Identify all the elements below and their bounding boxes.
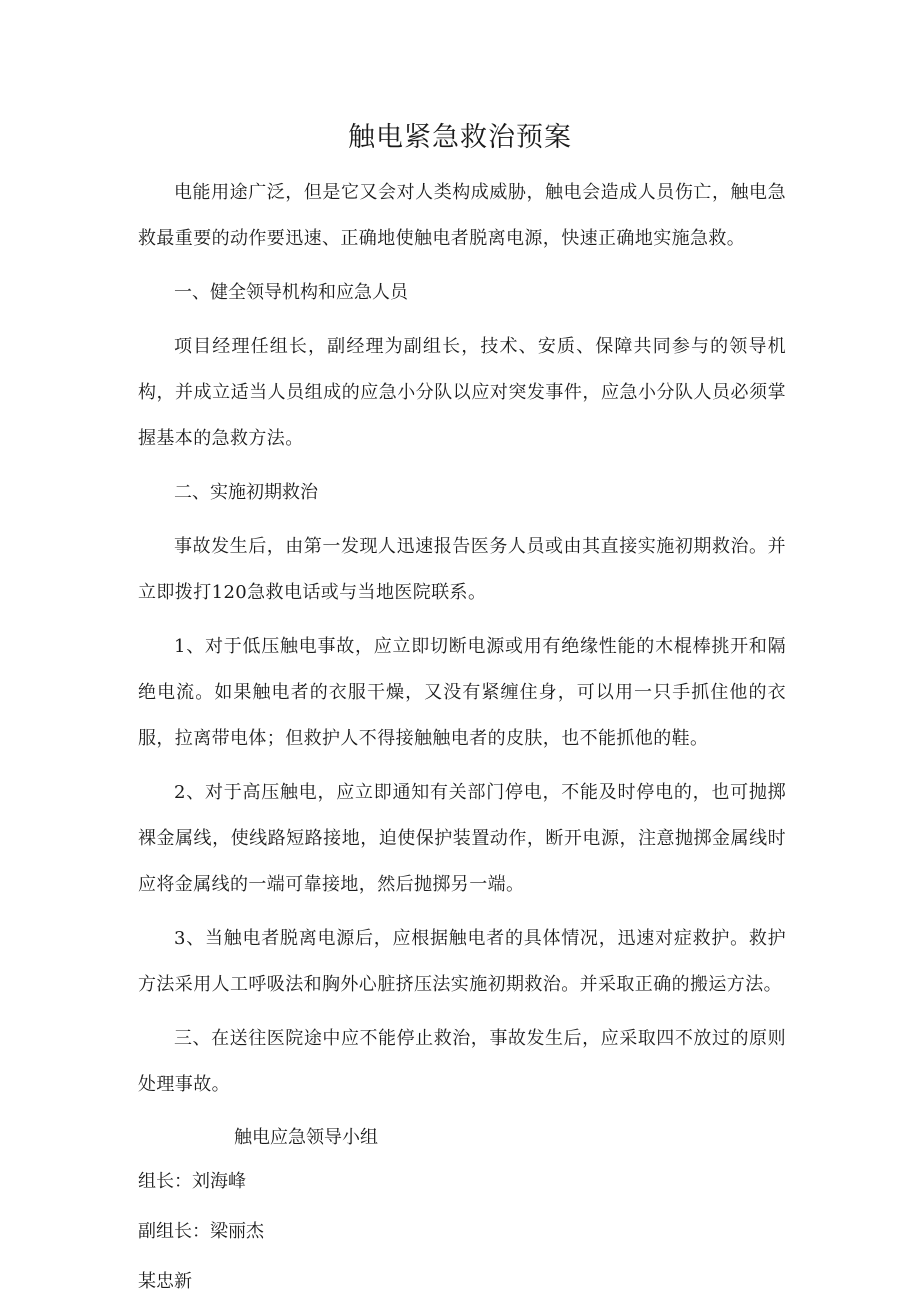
section2-item-2: 2、对于高压触电，应立即通知有关部门停电，不能及时停电的，也可抛掷裸金属线，使线路短路接地，迫使保护装置动作，断开电源，注意抛掷金属线时应将金属线的一端可靠接地，然后抛掷另一端。 [138, 782, 786, 895]
section2-item-1: 1、对于低压触电事故，应立即切断电源或用有绝缘性能的木棍棒挑开和隔绝电流。如果触电者的衣服干燥，又没有紧缠住身，可以用一只手抓住他的衣服，拉离带电体；但救护人不得接触触电者的皮肤，也不能抓他的鞋。 [138, 636, 786, 749]
intro-paragraph: 电能用途广泛，但是它又会对人类构成威胁，触电会造成人员伤亡，触电急救最重要的动作要迅速、正确地使触电者脱离电源，快速正确地实施急救。 [138, 182, 786, 249]
group-title: 触电应急领导小组 [234, 1127, 378, 1148]
group-member: 某忠新 [138, 1271, 192, 1292]
section1-heading: 一、健全领导机构和应急人员 [174, 282, 408, 303]
document-body [138, 170, 786, 1310]
section3-paragraph: 三、在送往医院途中应不能停止救治，事故发生后，应采取四不放过的原则处理事故。 [138, 1028, 786, 1095]
section2-paragraph: 事故发生后，由第一发现人迅速报告医务人员或由其直接实施初期救治。并立即拨打120急救电话或与当地医院联系。 [138, 536, 786, 603]
section2-heading: 二、实施初期救治 [174, 482, 318, 503]
document-title: 触电紧急救治预案 [348, 122, 572, 153]
group-deputy: 副组长：梁丽杰 [138, 1221, 264, 1242]
group-leader: 组长：刘海峰 [138, 1171, 246, 1192]
section2-item-3: 3、当触电者脱离电源后，应根据触电者的具体情况，迅速对症救护。救护方法采用人工呼吸法和胸外心脏挤压法实施初期救治。并采取正确的搬运方法。 [138, 928, 786, 995]
section1-paragraph: 项目经理任组长，副经理为副组长，技术、安质、保障共同参与的领导机构，并成立适当人员组成的应急小分队以应对突发事件，应急小分队人员必须掌握基本的急救方法。 [138, 336, 786, 449]
